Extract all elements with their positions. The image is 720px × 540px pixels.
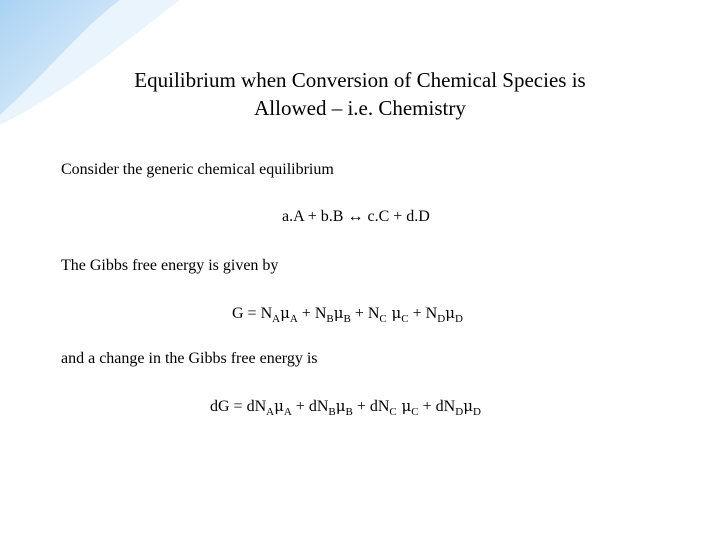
reaction-equation [282, 207, 430, 227]
eq1-term-a: $N_A\mu_A$ + [260, 304, 315, 325]
eq2-term-a: $dN_A\mu_A$ + [246, 397, 309, 418]
gibbs-change-intro-text: and a change in the Gibbs free energy is [61, 350, 318, 367]
eq2-term-d: $dN_D\mu_D$ [435, 397, 481, 418]
reaction-reactants: a.A + b.B [282, 208, 344, 225]
dgibbs-lhs: dG = [210, 398, 247, 415]
eq1-term-d: $N_D\mu_D$ [425, 304, 463, 325]
eq1-term-c: $N_C$ $\mu_C$ + [367, 304, 426, 325]
gibbs-differential-equation [210, 396, 481, 422]
gibbs-equation [232, 303, 463, 329]
title-line-1: Equilibrium when Conversion of Chemical Species is [134, 68, 586, 92]
intro-text: Consider the generic chemical equilibrium [61, 161, 334, 178]
eq2-term-c: $dN_C$ $\mu_C$ + [369, 397, 436, 418]
title-line-2: Allowed – i.e. Chemistry [254, 96, 466, 120]
gibbs-intro-text: The Gibbs free energy is given by [61, 257, 279, 274]
slide-title [0, 66, 720, 122]
gibbs-lhs: G = [232, 305, 261, 322]
eq1-term-b: $N_B\mu_B$ + [314, 304, 368, 325]
reaction-products: c.C + d.D [367, 208, 430, 225]
reaction-arrow: ↔ [347, 208, 364, 225]
eq2-term-b: $dN_B\mu_B$ + [308, 397, 370, 418]
